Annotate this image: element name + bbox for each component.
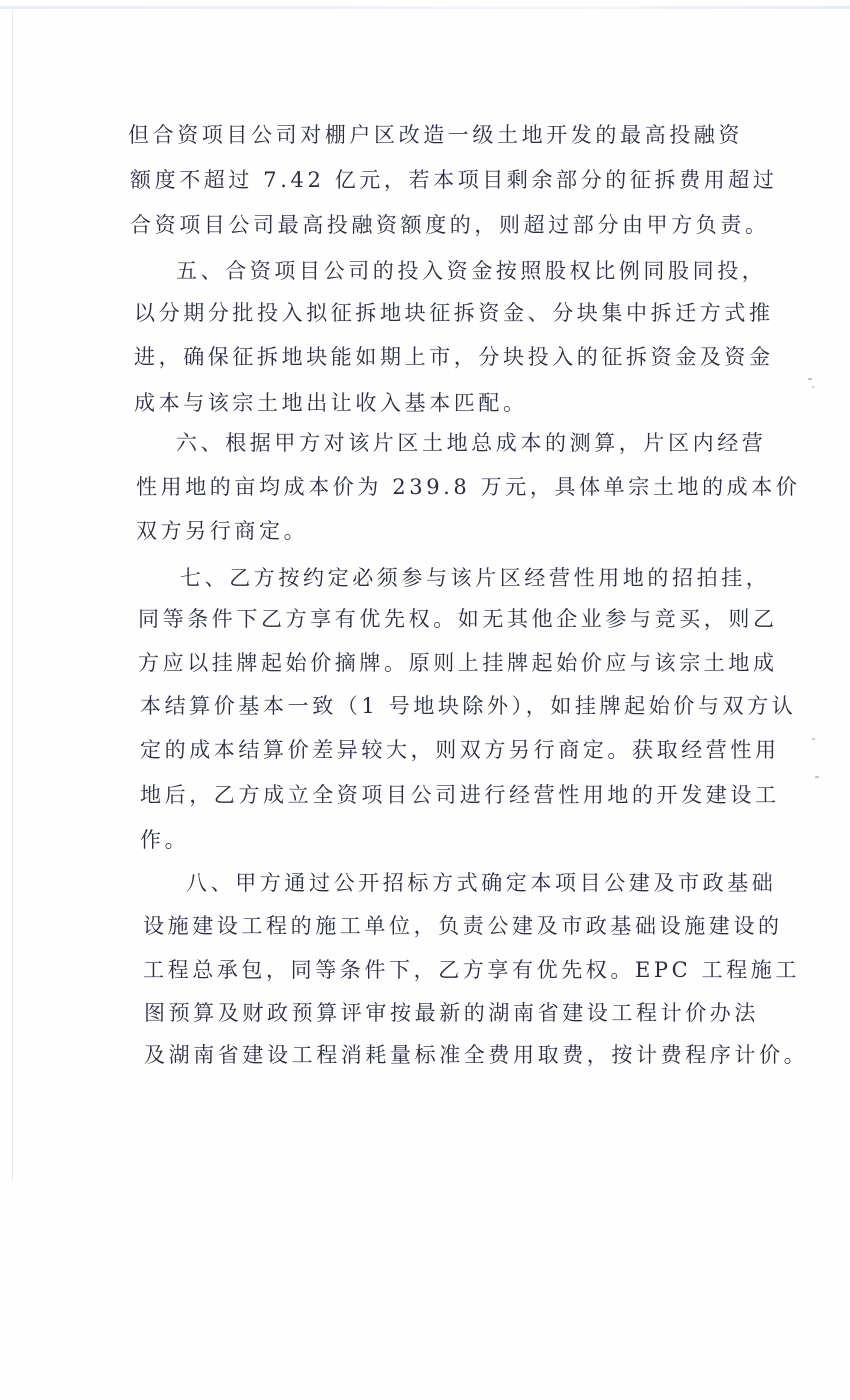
text-line: 但合资项目公司对棚户区改造一级土地开发的最高投融资 (128, 123, 743, 147)
text-line: 图预算及财政预算评审按最新的湖南省建设工程计价办法 (144, 1001, 759, 1025)
text-line: 双方另行商定。 (136, 519, 309, 543)
text-line: 定的成本结算价差异较大，则双方另行商定。获取经营性用 (140, 738, 780, 762)
text-line: 额度不超过 7.42 亿元，若本项目剩余部分的征拆费用超过 (130, 168, 778, 192)
text-line: 同等条件下乙方享有优先权。如无其他企业参与竞买，则乙 (138, 607, 778, 631)
text-line: 方应以挂牌起始价摘牌。原则上挂牌起始价应与该宗土地成 (138, 651, 778, 675)
text-line: 作。 (140, 828, 190, 852)
text-line: 工程总承包，同等条件下，乙方享有优先权。EPC 工程施工 (143, 958, 801, 982)
text-line: 及湖南省建设工程消耗量标准全费用取费，按计费程序计价。 (144, 1043, 809, 1067)
text-line: 以分期分批投入拟征拆地块征拆资金、分块集中拆迁方式推 (134, 301, 774, 325)
text-line: 五、合资项目公司的投入资金按照股权比例同股同投， (176, 259, 767, 283)
text-line: 七、乙方按约定必须参与该片区经营性用地的招拍挂， (180, 566, 771, 590)
text-line: 八、甲方通过公开招标方式确定本项目公建及市政基础 (186, 871, 777, 895)
text-line: 合资项目公司最高投融资额度的，则超过部分由甲方负责。 (130, 213, 770, 237)
text-line: 地后，乙方成立全资项目公司进行经营性用地的开发建设工 (140, 783, 780, 807)
text-line: 成本与该宗土地出让收入基本匹配。 (134, 391, 528, 415)
text-line: 六、根据甲方对该片区土地总成本的测算，片区内经营 (176, 431, 767, 455)
text-line: 进，确保征拆地块能如期上市，分块投入的征拆资金及资金 (134, 345, 774, 369)
text-line: 设施建设工程的施工单位，负责公建及市政基础设施建设的 (143, 914, 783, 938)
text-line: 本结算价基本一致（1 号地块除外），如挂牌起始价与双方认 (140, 694, 797, 718)
text-line: 性用地的亩均成本价为 239.8 万元，具体单宗土地的成本价 (136, 475, 801, 499)
